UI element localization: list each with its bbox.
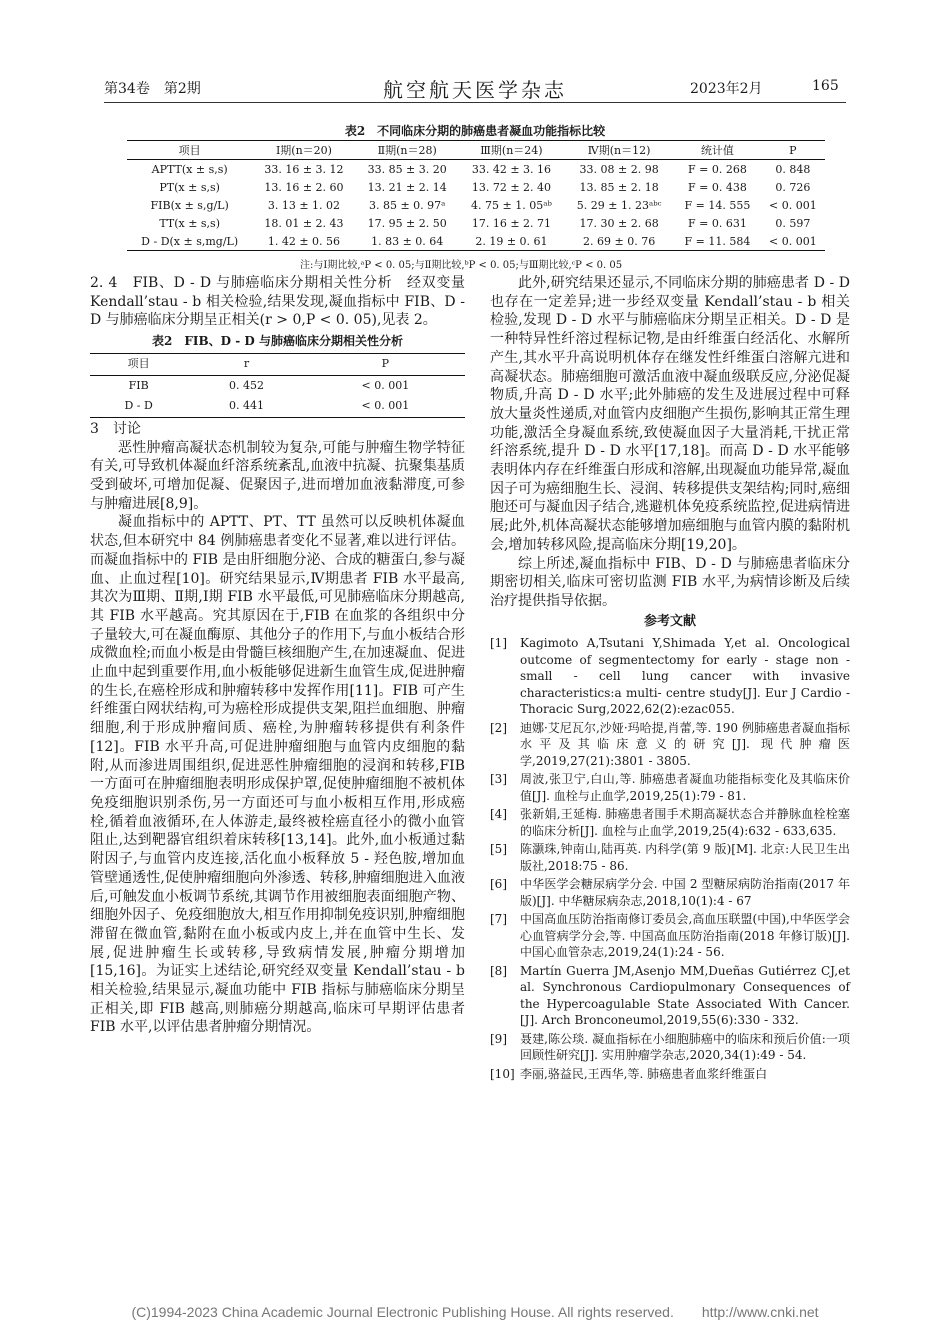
reference-text: 中国高血压防治指南修订委员会,高血压联盟(中国),中华医学会心血管病学分会,等. 中国高血压防治指南(2018 年修订版)[J]. 中国心血管杂志,2019,24(1):24 - 56. [520,912,850,960]
table-cell: < 0. 001 [769,234,817,248]
reference-number: [5] [490,842,507,857]
reference-number: [8] [490,963,507,978]
table-row [90,375,465,396]
table-cell: 0. 726 [775,180,811,194]
conclusion-paragraph: 综上所述,凝血指标中 FIB、D - D 与肺癌患者临床分期密切相关,临床可密切监测 FIB 水平,为病情诊断及后续治疗提供指导依据。 [490,555,850,609]
table-cell: < 0. 001 [361,399,410,413]
reference-text: 中华医学会糖尿病学分会. 中国 2 型糖尿病防治指南(2017 年版)[J]. 中华糖尿病杂志,2018,10(1):4 - 67 [520,877,850,908]
reference-text: 李丽,骆益民,王西华,等. 肺癌患者血浆纤维蛋白 [520,1066,768,1081]
discussion-paragraph: 此外,研究结果还显示,不同临床分期的肺癌患者 D - D 也存在一定差异;进一步经双变量 Kendall’stau - b 相关检验,发现 D - D 水平与肺癌临床分期呈正相关。D - D 是一种特异性纤溶过程标记物,是由纤维蛋白经活化、水解所产生,其水平升高说明机体存在继发性纤维蛋白溶解亢进和高凝状态。肺癌细胞可激活血液中凝血级联反应,分泌促凝物质,升高 D - D 水平;此外肺癌的发生及进展过程中可释放大量炎性递质,对血管内皮细胞产生损伤,影响其正常生理功能,激活全身凝血系统,致使凝血因子大量消耗,干扰正常纤溶系统,提升 D - D 水平[17,18]。而高 D - D 水平能够表明体内存在纤维蛋白形成和溶解,出现凝血功能异常,凝血因子可为癌细胞生长、浸润、转移提供支架结构;同时,癌细胞还可与凝血因子结合,逃避机体免疫系统监控,促进病情进展;此外,机体高凝状态能够增加癌细胞与血管内膜的黏附机会,增加转移风险,提高临床分期[19,20]。 [490,275,850,553]
table-cell: 33. 08 ± 2. 98 [579,162,659,176]
reference-number: [9] [490,1031,507,1046]
reference-text: Kagimoto A,Tsutani Y,Shimada Y,et al. Oncological outcome of segmentectomy for early - stage non - small - cell lung cancer with invasive characteristics:a multi- centre study[J]. Eur J Cardio - Thoracic Surg,2022,62(2):ezac055. [520,636,850,717]
table-cell: 2. 69 ± 0. 76 [583,234,656,248]
table-cell: 0. 441 [229,399,264,413]
table-cell: 1. 42 ± 0. 56 [267,234,341,248]
right-column [490,274,850,1084]
table2-col-header: r [243,356,250,370]
table2-caption: 表2 FIB、D - D 与肺癌临床分期相关性分析 [152,334,403,349]
table-cell: 2. 19 ± 0. 61 [475,234,548,248]
reference-number: [4] [490,807,507,822]
table1-note: 注:与Ⅰ期比较,ᵃP < 0. 05;与Ⅱ期比较,ᵇP < 0. 05;与Ⅲ期比较,ᶜP < 0. 05 [300,260,623,271]
table-cell: D - D [124,399,153,413]
reference-number: [7] [490,912,507,927]
section-3-heading: 3 讨论 [90,420,141,437]
table-cell: F = 0. 631 [688,216,747,230]
table1-col-header: Ⅲ期(n＝24) [480,144,543,157]
table1-header-row [127,141,825,160]
reference-item [490,1031,850,1064]
reference-text: 陈灏珠,钟南山,陆再英. 内科学(第 9 版)[M]. 北京:人民卫生出版社,2018:75 - 86. [520,842,850,873]
references-heading: 参考文献 [643,613,696,629]
table1-col-header: Ⅰ期(n＝20) [275,144,332,157]
table-cell: 13. 16 ± 2. 60 [264,180,344,194]
table1-col-header: Ⅳ期(n＝12) [587,144,651,157]
section-2-4: 2. 4 FIB、D - D 与肺癌临床分期相关性分析 经双变量 Kendall’stau - b 相关检验,结果发现,凝血指标中 FIB、D - D 与肺癌临床分期呈正相关(r > 0,P < 0. 05),见表 2。 [90,275,465,329]
header-rule [104,102,846,103]
table-cell: 5. 29 ± 1. 23ᵃᵇᶜ [576,198,662,212]
discussion-paragraph: 恶性肿瘤高凝状态机制较为复杂,可能与肿瘤生物学特征有关,可导致机体凝血纤溶系统紊乱,血液中抗凝、抗聚集基质受到破坏,可增加促凝、促聚因子,进而增加血液黏滞度,可参与肿瘤进展[8,9]。 [90,439,465,512]
table-cell: FIB(x ± s,g/L) [150,198,229,212]
table-cell: F = 14. 555 [684,198,751,212]
reference-item [490,911,850,961]
reference-item [490,635,850,718]
reference-item [490,876,850,909]
page-number: 165 [812,78,839,94]
table1-caption: 表2 不同临床分期的肺癌患者凝血功能指标比较 [344,124,606,138]
table-cell: FIB [128,378,149,392]
table-cell: D - D(x ± s,mg/L) [141,234,239,248]
table-cell: < 0. 001 [769,198,817,212]
reference-number: [3] [490,772,507,787]
reference-item [490,1066,850,1083]
reference-text: 周波,张卫宁,白山,等. 肺癌患者凝血功能指标变化及其临床价值[J]. 血栓与止血学,2019,25(1):79 - 81. [520,772,850,803]
issue-date: 2023年2月 [690,81,763,97]
table-cell: 13. 85 ± 2. 18 [579,180,659,194]
table2-header-row [90,353,465,375]
table-cell: 13. 72 ± 2. 40 [471,180,552,194]
table1 [127,140,825,251]
table-cell: 33. 85 ± 3. 20 [367,162,447,176]
table-cell: PT(x ± s,s) [159,180,220,194]
table-cell: 4. 75 ± 1. 05ᵃᵇ [471,198,552,212]
journal-title: 航空航天医学杂志 [383,78,567,102]
reference-text: 张新娟,王延梅. 肺癌患者围手术期高凝状态合并静脉血栓栓塞的临床分析[J]. 血栓与止血学,2019,25(4):632 - 633,635. [520,807,850,838]
reference-item [490,841,850,874]
table-cell: 17. 30 ± 2. 68 [579,216,659,230]
table-cell: 33. 42 ± 3. 16 [471,162,552,176]
table-row [90,396,465,417]
table-cell: 33. 16 ± 3. 12 [264,162,344,176]
reference-text: 迪娜·艾尼瓦尔,沙娅·玛哈提,肖蕾,等. 190 例肺癌患者凝血指标水平及其临床意义的研究[J]. 现代肿瘤医学,2019,27(21):3801 - 3805. [520,720,850,768]
table1-col-header: 项目 [178,144,201,157]
table-cell: 0. 597 [775,216,811,230]
table-row [127,214,825,232]
table-cell: 17. 95 ± 2. 50 [367,216,447,230]
volume-issue: 第34卷 第2期 [104,81,201,97]
table-row [127,196,825,214]
table-cell: 18. 01 ± 2. 43 [264,216,344,230]
reference-item [490,720,850,770]
table-cell: 17. 16 ± 2. 71 [471,216,552,230]
table-cell: 0. 848 [775,162,811,176]
table-cell: TT(x ± s,s) [159,216,220,230]
table-cell: < 0. 001 [361,378,410,392]
table-cell: 3. 85 ± 0. 97ᵃ [368,198,446,212]
reference-number: [2] [490,720,507,735]
reference-item [490,806,850,839]
table-cell: F = 11. 584 [684,234,751,248]
table-cell: 0. 452 [229,378,264,392]
table-cell: APTT(x ± s,s) [151,162,228,176]
reference-item [490,963,850,1029]
table-cell: F = 0. 438 [688,180,747,194]
discussion-paragraph: 凝血指标中的 APTT、PT、TT 虽然可以反映机体凝血状态,但本研究中 84 例肺癌患者变化不显著,难以进行评估。而凝血指标中的 FIB 是由肝细胞分泌、合成的糖蛋白,参与凝血、止血过程[10]。研究结果显示,Ⅳ期患者 FIB 水平最高,其次为Ⅲ期、Ⅱ期,Ⅰ期 FIB 水平最低,可见肺癌临床分期越高,其 FIB 水平越高。究其原因在于,FIB 在血浆的各组织中分子量较大,可在凝血酶原、其他分子的作用下,与血小板结合形成微血栓;而血小板是由骨髓巨核细胞产生,在加速凝血、促进止血中起到重要作用,血小板能够促进新生血管生成,促进肿瘤的生长,在癌栓形成和肿瘤转移中发挥作用[11]。FIB 可产生纤维蛋白网状结构,可为癌栓形成提供支架,阻拦血细胞、肿瘤细胞,利于形成肿瘤间质、癌栓,为肿瘤转移提供有利条件[12]。FIB 水平升高,可促进肿瘤细胞与血管内皮细胞的黏附,从而渗进周围组织,促进恶性肿瘤细胞的浸润和转移,FIB 一方面可在肿瘤细胞表明形成保护罩,促使肿瘤细胞不被机体免疫细胞识别杀伤,另一方面还可与血小板相互作用,形成癌栓,循着血液循环,在人体游走,最终被栓癌直径小的微小血管阻止,达到靶器官组织着床转移[13,14]。此外,血小板通过黏附因子,与血管内皮连接,活化血小板释放 5 - 羟色胺,增加血管壁通透性,促使肿瘤细胞向外渗透、转移,肿瘤细胞进入血液后,可触发血小板调节系统,其调节作用被细胞表面细胞产物、细胞外因子、免疫细胞放大,相互作用抑制免疫识别,肿瘤细胞滞留在微血管,黏附在血小板或内皮上,并在血管中生长、发展,促进肿瘤生长或转移,导致病情发展,肿瘤分期增加[15,16]。为证实上述结论,研究经双变量 Kendall’stau - b 相关检验,结果显示,凝血功能中 FIB 指标与肺癌临床分期呈正相关,即 FIB 越高,则肺癌分期越高,临床可早期评估患者 FIB 水平,以评估患者肿瘤分期情况。 [90,514,465,1036]
table2-col-header: P [381,356,390,370]
reference-text: Martín Guerra JM,Asenjo MM,Dueñas Gutiérrez CJ,et al. Synchronous Cardiopulmonary Consequences of the Hypercoagulable State Associated With Cancer.[J]. Arch Bronconeumol,2019,55(6):330 - 332. [520,963,850,1028]
table1-col-header: Ⅱ期(n＝28) [377,144,437,157]
reference-list [490,635,850,1082]
table-cell: 1. 83 ± 0. 64 [371,234,444,248]
table-row [127,160,825,179]
table-cell: 3. 13 ± 1. 02 [267,198,341,212]
reference-text: 聂建,陈公琰. 凝血指标在小细胞肺癌中的临床和预后价值:一项回顾性研究[J]. 实用肿瘤学杂志,2020,34(1):49 - 54. [520,1031,850,1063]
left-column [90,274,465,1037]
copyright-footer: (C)1994-2023 China Academic Journal Electronic Publishing House. All rights reserved. http://www.cnki.net [131,1304,819,1320]
table2 [90,353,465,418]
table1-col-header: P [789,143,797,157]
reference-number: [6] [490,877,507,892]
table-row [127,232,825,251]
table-cell: 13. 21 ± 2. 14 [367,180,447,194]
reference-number: [10] [490,1066,515,1081]
reference-number: [1] [490,636,507,651]
table1-col-header: 统计值 [700,144,734,157]
table2-col-header: 项目 [127,356,150,370]
reference-item [490,771,850,804]
table-row [127,178,825,196]
table-cell: F = 0. 268 [688,162,747,176]
